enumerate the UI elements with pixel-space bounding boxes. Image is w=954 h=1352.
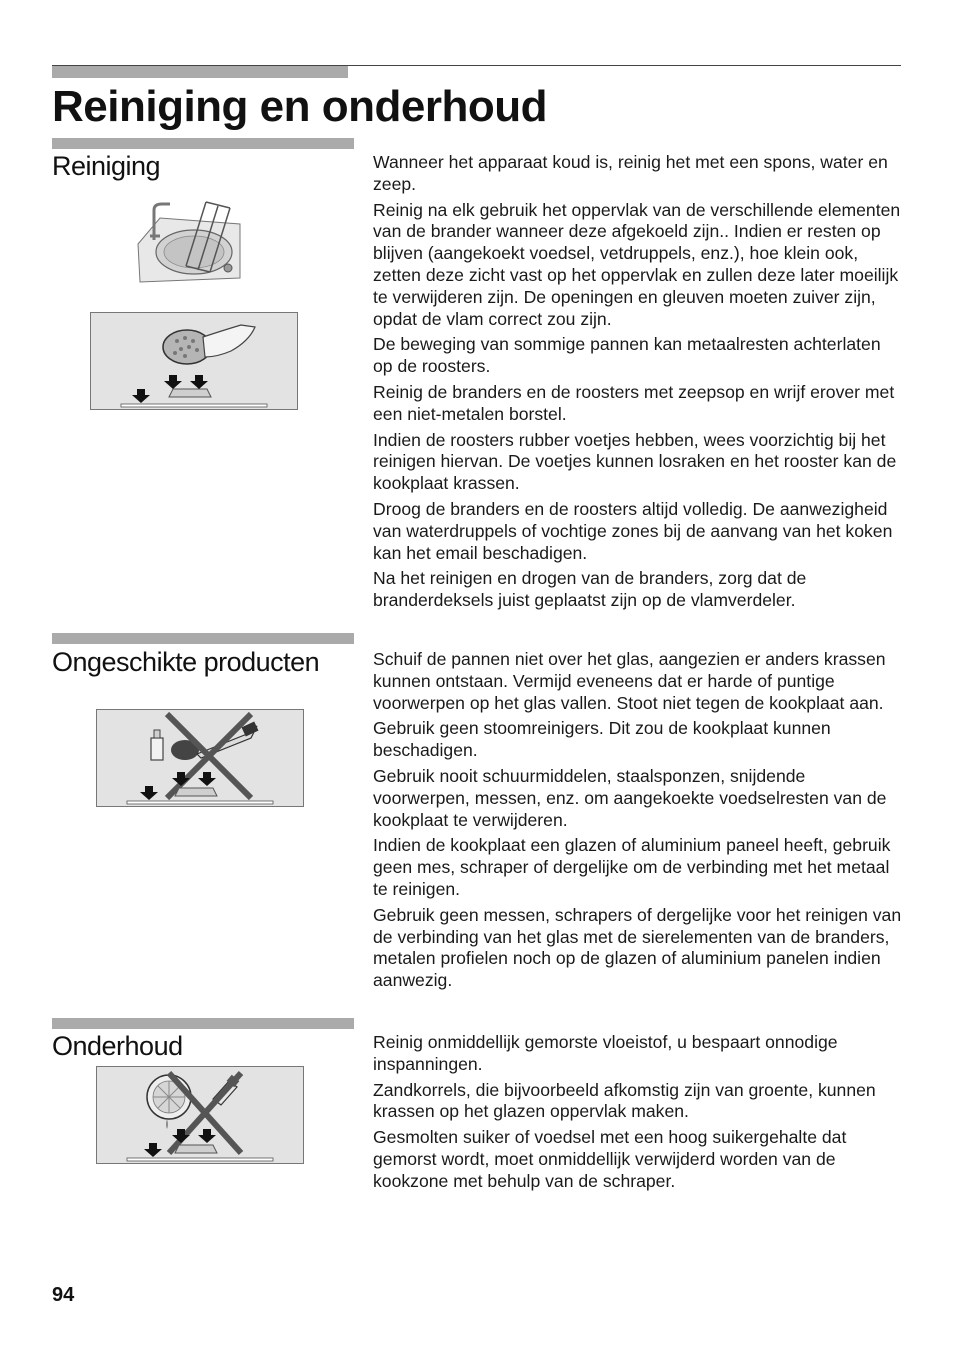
paragraph: Reinig na elk gebruik het oppervlak van de verschillende elementen van de brander wanneer deze afgekoeld zijn.. Indien er resten op blijven (aangekoekt voedsel, vetdruppels, enz.), hoe klein ook, zetten deze zicht vast op het oppervlak en zullen deze later moeilijk te verwijderen zijn. De openingen en gleuven moeten zuiver zijn, opdat de vlam correct zou zijn. xyxy=(373,199,901,329)
paragraph: Gebruik geen messen, schrapers of dergelijke voor het reinigen van de verbinding van het glas met de sierelementen van de branders, metalen profielen noch op de glazen of aluminium panelen indien aanwezig. xyxy=(373,904,902,991)
section-heading-ongeschikte: Ongeschikte producten xyxy=(52,647,320,677)
paragraph: Indien de roosters rubber voetjes hebben, wees voorzichtig bij het reinigen hiervan. De voetjes kunnen losraken en het rooster kan de kookplaat krassen. xyxy=(373,429,897,494)
section-bar-reiniging xyxy=(52,138,354,149)
text-onderhoud xyxy=(373,1032,903,1197)
page-number: 94 xyxy=(52,1284,75,1306)
top-gray-bar xyxy=(52,66,348,78)
paragraph: De beweging van sommige pannen kan metaalresten achterlaten op de roosters. xyxy=(373,334,881,377)
paragraph: Gebruik geen stoomreinigers. Dit zou de kookplaat kunnen beschadigen. xyxy=(373,718,831,761)
paragraph: Gesmolten suiker of voedsel met een hoog suikergehalte dat gemorst wordt, moet onmiddellijk verwijderd worden van de kookzone met behulp van de schraper. xyxy=(373,1127,847,1191)
crossed-out-cleaning-tools-icon xyxy=(96,709,304,807)
paragraph: Reinig de branders en de roosters met zeepsop en wrijf erover met een niet-metalen borstel. xyxy=(373,381,895,424)
page-title: Reiniging en onderhoud xyxy=(52,82,547,131)
paragraph: Na het reinigen en drogen van de branders, zorg dat de branderdeksels juist geplaatst zijn op de vlamverdeler. xyxy=(373,568,807,611)
paragraph: Zandkorrels, die bijvoorbeeld afkomstig zijn van groente, kunnen krassen op het glazen oppervlak maken. xyxy=(373,1079,876,1122)
paragraph: Gebruik nooit schuurmiddelen, staalsponzen, snijdende voorwerpen, messen, enz. om aangekoekte voedselresten van de kookplaat te verwijderen. xyxy=(373,765,887,830)
section-heading-onderhoud: Onderhoud xyxy=(52,1031,183,1061)
section-bar-onderhoud xyxy=(52,1018,354,1029)
sink-washing-grate-icon xyxy=(136,196,242,288)
paragraph: Wanneer het apparaat koud is, reinig het met een spons, water en zeep. xyxy=(373,152,888,194)
paragraph: Indien de kookplaat een glazen of aluminium paneel heeft, gebruik geen mes, schraper of dergelijke om de verbinding met het metaal te reinigen. xyxy=(373,835,891,899)
text-reiniging xyxy=(373,152,903,616)
crossed-out-lemon-bottle-icon xyxy=(96,1066,304,1164)
paragraph: Schuif de pannen niet over het glas, aangezien er anders krassen kunnen ontstaan. Vermijd eveneens dat er harde of puntige voorwerpen op het glas vallen. Stoot niet tegen de kookplaat aan. xyxy=(373,649,886,713)
paragraph: Droog de branders en de roosters altijd volledig. De aanwezigheid van waterdruppels of vochtige zones bij de aanvang van het koken kan het email beschadigen. xyxy=(373,498,893,563)
paragraph: Reinig onmiddellijk gemorste vloeistof, u bespaart onnodige inspanningen. xyxy=(373,1032,838,1074)
sponge-hand-icon xyxy=(90,312,298,410)
text-ongeschikte xyxy=(373,649,903,996)
section-bar-ongeschikte xyxy=(52,633,354,644)
section-heading-reiniging: Reiniging xyxy=(52,151,161,181)
